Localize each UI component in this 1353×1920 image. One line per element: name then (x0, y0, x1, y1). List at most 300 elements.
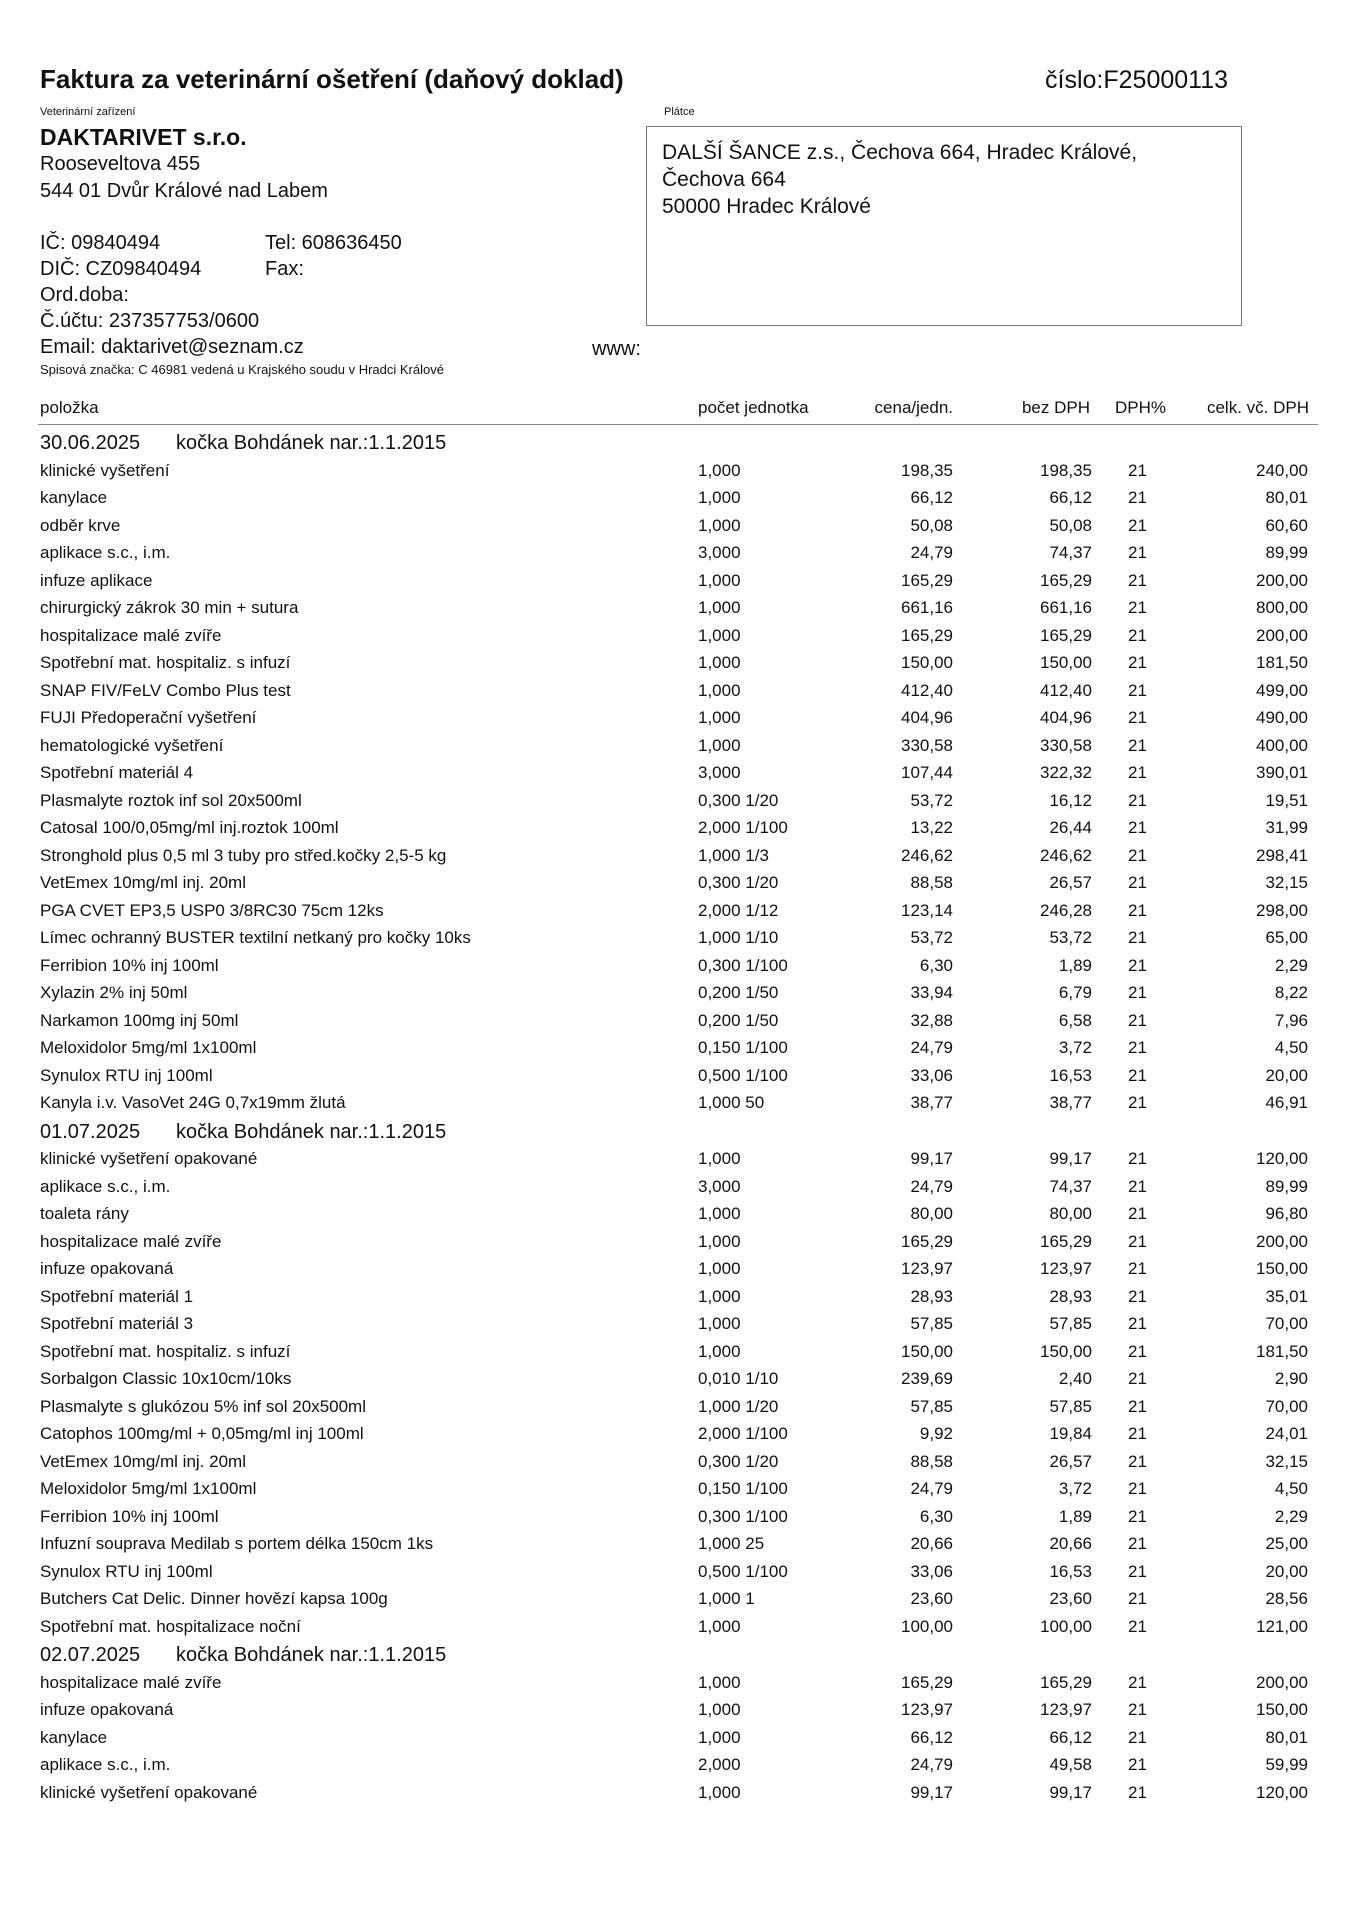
visit-date: 30.06.2025 (40, 432, 141, 454)
item-net: 53,72 (1049, 928, 1092, 947)
item-name: Narkamon 100mg inj 50ml (40, 1010, 239, 1030)
item-qty: 3,000 (698, 543, 741, 562)
item-qty: 2,000 1/100 (698, 818, 788, 837)
item-gross: 181,50 (1256, 1341, 1308, 1361)
item-price: 53,72 (910, 790, 953, 810)
item-qty: 0,200 1/50 (698, 983, 779, 1002)
item-vat: 21 (1128, 735, 1147, 755)
item-name: Infuzní souprava Medilab s portem délka 150cm 1ks (40, 1534, 434, 1553)
visit-date: 02.07.2025 (40, 1644, 141, 1666)
supplier-city: 544 01 Dvůr Králové nad Labem (40, 180, 328, 202)
table-row (0, 736, 1353, 763)
table-row (0, 1783, 1353, 1810)
item-gross: 2,29 (1274, 955, 1308, 975)
table-row (0, 1232, 1353, 1259)
item-qty: 1,000 (698, 1314, 741, 1333)
table-row (0, 1534, 1353, 1561)
item-name: Xylazin 2% inj 50ml (40, 983, 188, 1002)
invoice-number-block (1045, 66, 1228, 95)
header-gross: celk. vč. DPH (1206, 398, 1309, 417)
item-qty: 1,000 (698, 625, 741, 645)
item-qty: 1,000 (698, 1204, 741, 1223)
item-price: 6,30 (919, 955, 953, 975)
item-gross: 59,99 (1265, 1755, 1308, 1774)
item-gross: 200,00 (1256, 1672, 1308, 1692)
item-vat: 21 (1128, 1782, 1147, 1802)
item-net: 57,85 (1049, 1314, 1092, 1333)
header-net: bez DPH (1021, 398, 1090, 417)
table-row (0, 956, 1353, 983)
item-gross: 181,50 (1256, 653, 1308, 672)
item-vat: 21 (1128, 1561, 1147, 1581)
item-name: chirurgický zákrok 30 min + sutura (40, 598, 299, 617)
item-price: 80,00 (910, 1204, 953, 1223)
item-net: 661,16 (1040, 598, 1092, 617)
item-price: 165,29 (901, 1672, 953, 1692)
table-row (0, 1177, 1353, 1204)
item-gross: 80,01 (1265, 1727, 1308, 1747)
table-row (0, 1369, 1353, 1396)
item-qty: 1,000 (698, 598, 741, 617)
item-vat: 21 (1128, 1341, 1147, 1361)
supplier-dic: DIČ: CZ09840494 (40, 258, 202, 280)
patient-info: kočka Bohdánek nar.:1.1.2015 (176, 432, 447, 454)
item-vat: 21 (1128, 790, 1147, 810)
item-name: Sorbalgon Classic 10x10cm/10ks (40, 1369, 292, 1388)
item-price: 165,29 (901, 625, 953, 645)
item-name: SNAP FIV/FeLV Combo Plus test (40, 680, 291, 700)
item-price: 150,00 (901, 653, 953, 672)
item-price: 99,17 (910, 1782, 953, 1802)
item-qty: 1,000 1/3 (698, 845, 769, 865)
item-net: 57,85 (1049, 1396, 1092, 1416)
item-name: Butchers Cat Delic. Dinner hovězí kapsa 100g (40, 1589, 388, 1608)
table-row (0, 1038, 1353, 1065)
item-qty: 0,300 1/20 (698, 873, 779, 892)
table-row (0, 598, 1353, 625)
item-net: 330,58 (1040, 735, 1092, 755)
item-gross: 35,01 (1265, 1286, 1308, 1306)
item-net: 66,12 (1049, 488, 1092, 507)
supplier-street: Rooseveltova 455 (40, 153, 201, 175)
item-gross: 65,00 (1265, 928, 1308, 947)
item-price: 33,06 (910, 1065, 953, 1085)
item-name: Catophos 100mg/ml + 0,05mg/ml inj 100ml (40, 1424, 364, 1443)
item-vat: 21 (1128, 1149, 1147, 1168)
date-row (0, 432, 1353, 459)
item-price: 66,12 (910, 488, 953, 507)
item-net: 99,17 (1049, 1149, 1092, 1168)
item-qty: 1,000 (698, 488, 741, 507)
table-row (0, 1259, 1353, 1286)
item-vat: 21 (1128, 1176, 1147, 1196)
item-name: Ferribion 10% inj 100ml (40, 1506, 219, 1526)
item-qty: 1,000 (698, 570, 741, 590)
table-row (0, 653, 1353, 680)
item-name: Meloxidolor 5mg/ml 1x100ml (40, 1038, 257, 1057)
item-qty: 1,000 (698, 1149, 741, 1168)
item-gross: 20,00 (1265, 1065, 1308, 1085)
item-vat: 21 (1128, 1755, 1147, 1774)
item-vat: 21 (1128, 488, 1147, 507)
item-net: 412,40 (1040, 680, 1092, 700)
item-vat: 21 (1128, 763, 1147, 782)
item-net: 198,35 (1040, 460, 1092, 480)
item-name: hospitalizace malé zvíře (40, 1231, 222, 1251)
payer-line-3: 50000 Hradec Králové (662, 195, 871, 218)
payer-address (662, 139, 1137, 220)
supplier-label: Veterinární zařízení (40, 106, 136, 118)
item-qty: 2,000 (698, 1755, 741, 1774)
item-price: 20,66 (910, 1534, 953, 1553)
item-price: 150,00 (901, 1341, 953, 1361)
item-price: 24,79 (910, 1479, 953, 1498)
table-row (0, 1397, 1353, 1424)
item-gross: 120,00 (1256, 1149, 1308, 1168)
item-vat: 21 (1128, 1534, 1147, 1553)
item-net: 28,93 (1049, 1286, 1092, 1306)
item-gross: 4,50 (1274, 1038, 1308, 1057)
table-row (0, 1149, 1353, 1176)
item-gross: 200,00 (1256, 570, 1308, 590)
table-row (0, 1728, 1353, 1755)
table-row (0, 1342, 1353, 1369)
item-vat: 21 (1128, 845, 1147, 865)
item-vat: 21 (1128, 983, 1147, 1002)
item-gross: 240,00 (1256, 460, 1308, 480)
table-row (0, 1700, 1353, 1727)
header-item: položka (40, 398, 99, 417)
item-qty: 1,000 25 (698, 1534, 765, 1553)
item-price: 100,00 (901, 1616, 953, 1636)
item-qty: 1,000 (698, 680, 741, 700)
item-vat: 21 (1128, 955, 1147, 975)
item-price: 123,97 (901, 1700, 953, 1719)
table-row (0, 1314, 1353, 1341)
item-price: 107,44 (901, 763, 953, 782)
item-vat: 21 (1128, 818, 1147, 837)
item-price: 88,58 (910, 873, 953, 892)
item-vat: 21 (1128, 1451, 1147, 1471)
item-net: 165,29 (1040, 1672, 1092, 1692)
item-price: 24,79 (910, 1176, 953, 1196)
item-gross: 150,00 (1256, 1700, 1308, 1719)
item-qty: 1,000 (698, 1616, 741, 1636)
supplier-www: www: (592, 338, 641, 360)
item-price: 123,14 (901, 900, 953, 920)
item-gross: 89,99 (1265, 543, 1308, 562)
table-row (0, 1562, 1353, 1589)
item-vat: 21 (1128, 1231, 1147, 1251)
item-net: 16,53 (1049, 1065, 1092, 1085)
item-gross: 298,41 (1256, 845, 1308, 865)
item-name: Catosal 100/0,05mg/ml inj.roztok 100ml (40, 818, 339, 837)
item-vat: 21 (1128, 1424, 1147, 1443)
item-name: VetEmex 10mg/ml inj. 20ml (40, 1451, 246, 1471)
item-gross: 8,22 (1274, 983, 1308, 1002)
item-price: 50,08 (910, 515, 953, 535)
item-price: 32,88 (910, 1010, 953, 1030)
item-name: Spotřební mat. hospitaliz. s infuzí (40, 653, 291, 672)
item-net: 26,57 (1049, 873, 1092, 892)
table-row (0, 901, 1353, 928)
item-qty: 0,150 1/100 (698, 1479, 788, 1498)
item-net: 74,37 (1049, 543, 1092, 562)
item-net: 16,12 (1049, 790, 1092, 810)
item-vat: 21 (1128, 653, 1147, 672)
item-name: Synulox RTU inj 100ml (40, 1561, 213, 1581)
item-vat: 21 (1128, 708, 1147, 727)
item-net: 26,57 (1049, 1451, 1092, 1471)
item-gross: 28,56 (1265, 1589, 1308, 1608)
item-gross: 96,80 (1265, 1204, 1308, 1223)
item-price: 198,35 (901, 460, 953, 480)
item-price: 661,16 (901, 598, 953, 617)
item-qty: 1,000 (698, 1672, 741, 1692)
item-qty: 0,300 1/100 (698, 1506, 788, 1526)
item-name: Spotřební mat. hospitalizace noční (40, 1616, 301, 1636)
item-qty: 0,010 1/10 (698, 1369, 779, 1388)
item-gross: 150,00 (1256, 1259, 1308, 1278)
item-gross: 70,00 (1265, 1314, 1308, 1333)
item-qty: 1,000 (698, 653, 741, 672)
table-row (0, 488, 1353, 515)
item-vat: 21 (1128, 1396, 1147, 1416)
item-qty: 0,500 1/100 (698, 1561, 788, 1581)
item-gross: 499,00 (1256, 680, 1308, 700)
item-net: 1,89 (1058, 1506, 1092, 1526)
item-gross: 25,00 (1265, 1534, 1308, 1553)
item-gross: 490,00 (1256, 708, 1308, 727)
supplier-address (40, 151, 328, 205)
item-gross: 4,50 (1274, 1479, 1308, 1498)
payer-label: Plátce (664, 106, 695, 118)
item-vat: 21 (1128, 543, 1147, 562)
date-row (0, 1644, 1353, 1671)
item-qty: 1,000 1 (698, 1589, 755, 1608)
item-name: VetEmex 10mg/ml inj. 20ml (40, 873, 246, 892)
item-name: toaleta rány (40, 1204, 129, 1223)
item-price: 66,12 (910, 1727, 953, 1747)
item-price: 88,58 (910, 1451, 953, 1471)
item-name: Límec ochranný BUSTER textilní netkaný pro kočky 10ks (40, 928, 471, 947)
item-name: Spotřební materiál 3 (40, 1314, 194, 1333)
table-row (0, 708, 1353, 735)
item-vat: 21 (1128, 625, 1147, 645)
table-row (0, 1479, 1353, 1506)
item-net: 99,17 (1049, 1782, 1092, 1802)
supplier-email: Email: daktarivet@seznam.cz (40, 336, 304, 358)
item-price: 246,62 (901, 845, 953, 865)
item-name: kanylace (40, 488, 108, 507)
item-vat: 21 (1128, 570, 1147, 590)
table-row (0, 1755, 1353, 1782)
invoice-number: F25000113 (1103, 66, 1229, 94)
item-vat: 21 (1128, 1727, 1147, 1747)
item-net: 6,79 (1058, 983, 1092, 1002)
item-gross: 80,01 (1265, 488, 1308, 507)
item-qty: 1,000 (698, 708, 741, 727)
payer-line-2: Čechova 664 (662, 168, 786, 191)
item-net: 322,32 (1040, 763, 1092, 782)
item-net: 16,53 (1049, 1561, 1092, 1581)
item-vat: 21 (1128, 1093, 1147, 1112)
table-row (0, 681, 1353, 708)
item-gross: 46,91 (1265, 1093, 1308, 1112)
item-qty: 0,500 1/100 (698, 1065, 788, 1085)
patient-info: kočka Bohdánek nar.:1.1.2015 (176, 1120, 447, 1143)
supplier-contacts (265, 230, 402, 282)
item-gross: 32,15 (1265, 873, 1308, 892)
item-vat: 21 (1128, 1506, 1147, 1526)
item-net: 66,12 (1049, 1727, 1092, 1747)
item-price: 23,60 (910, 1589, 953, 1608)
item-qty: 1,000 (698, 1700, 741, 1719)
item-net: 3,72 (1058, 1038, 1092, 1057)
table-row (0, 846, 1353, 873)
item-vat: 21 (1128, 1065, 1147, 1085)
item-qty: 0,300 1/20 (698, 790, 779, 810)
item-gross: 2,90 (1274, 1369, 1308, 1388)
date-row (0, 1121, 1353, 1148)
item-gross: 19,51 (1265, 790, 1308, 810)
item-gross: 60,60 (1265, 515, 1308, 535)
item-name: Plasmalyte roztok inf sol 20x500ml (40, 790, 302, 810)
item-vat: 21 (1128, 1286, 1147, 1306)
item-net: 3,72 (1058, 1479, 1092, 1498)
item-name: Kanyla i.v. VasoVet 24G 0,7x19mm žlutá (40, 1093, 346, 1112)
item-qty: 3,000 (698, 1176, 741, 1196)
item-price: 165,29 (901, 570, 953, 590)
table-row (0, 1507, 1353, 1534)
item-gross: 31,99 (1265, 818, 1308, 837)
item-qty: 0,150 1/100 (698, 1038, 788, 1057)
item-name: infuze opakovaná (40, 1259, 174, 1278)
table-row (0, 791, 1353, 818)
item-gross: 200,00 (1256, 1231, 1308, 1251)
item-net: 26,44 (1049, 818, 1092, 837)
item-name: klinické vyšetření opakované (40, 1782, 258, 1802)
item-qty: 1,000 (698, 515, 741, 535)
item-price: 24,79 (910, 1755, 953, 1774)
item-qty: 2,000 1/12 (698, 900, 779, 920)
item-price: 99,17 (910, 1149, 953, 1168)
item-gross: 121,00 (1256, 1616, 1308, 1636)
item-name: klinické vyšetření opakované (40, 1149, 258, 1168)
table-row (0, 1287, 1353, 1314)
item-price: 24,79 (910, 543, 953, 562)
item-vat: 21 (1128, 460, 1147, 480)
item-vat: 21 (1128, 928, 1147, 947)
table-row (0, 763, 1353, 790)
table-row (0, 818, 1353, 845)
item-qty: 1,000 (698, 1782, 741, 1802)
invoice-title: Faktura za veterinární ošetření (daňový doklad) (40, 64, 624, 94)
item-net: 100,00 (1040, 1616, 1092, 1636)
item-name: Spotřební materiál 4 (40, 763, 194, 782)
item-net: 50,08 (1049, 515, 1092, 535)
supplier-ic: IČ: 09840494 (40, 232, 161, 254)
item-vat: 21 (1128, 680, 1147, 700)
table-row (0, 626, 1353, 653)
table-row (0, 1452, 1353, 1479)
item-qty: 1,000 (698, 1259, 741, 1278)
table-row (0, 983, 1353, 1010)
item-net: 80,00 (1049, 1204, 1092, 1223)
item-net: 19,84 (1049, 1424, 1092, 1443)
item-name: aplikace s.c., i.m. (40, 1176, 171, 1196)
item-gross: 20,00 (1265, 1561, 1308, 1581)
item-vat: 21 (1128, 1700, 1147, 1719)
item-gross: 7,96 (1274, 1010, 1308, 1030)
item-name: PGA CVET EP3,5 USP0 3/8RC30 75cm 12ks (40, 900, 384, 920)
item-net: 404,96 (1040, 708, 1092, 727)
table-row (0, 543, 1353, 570)
item-net: 1,89 (1058, 955, 1092, 975)
item-net: 150,00 (1040, 1341, 1092, 1361)
item-gross: 24,01 (1265, 1424, 1308, 1443)
item-net: 165,29 (1040, 625, 1092, 645)
item-name: kanylace (40, 1727, 108, 1747)
item-net: 150,00 (1040, 653, 1092, 672)
item-qty: 1,000 1/10 (698, 928, 779, 947)
item-price: 13,22 (910, 818, 953, 837)
item-name: Stronghold plus 0,5 ml 3 tuby pro střed.kočky 2,5-5 kg (40, 845, 447, 865)
item-price: 239,69 (901, 1369, 953, 1388)
supplier-tel: Tel: 608636450 (265, 232, 402, 254)
header-divider (38, 424, 1318, 425)
item-net: 246,62 (1040, 845, 1092, 865)
item-price: 33,94 (910, 983, 953, 1002)
table-row (0, 1589, 1353, 1616)
item-qty: 1,000 (698, 1286, 741, 1306)
item-price: 6,30 (919, 1506, 953, 1526)
item-name: klinické vyšetření (40, 460, 170, 480)
item-price: 57,85 (910, 1314, 953, 1333)
table-row (0, 928, 1353, 955)
item-net: 165,29 (1040, 1231, 1092, 1251)
item-price: 165,29 (901, 1231, 953, 1251)
item-vat: 21 (1128, 1672, 1147, 1692)
table-row (0, 1011, 1353, 1038)
table-row (0, 1066, 1353, 1093)
table-header (0, 398, 1353, 424)
item-gross: 32,15 (1265, 1451, 1308, 1471)
item-price: 38,77 (910, 1093, 953, 1112)
table-row (0, 1617, 1353, 1644)
item-name: Synulox RTU inj 100ml (40, 1065, 213, 1085)
table-row (0, 571, 1353, 598)
item-vat: 21 (1128, 515, 1147, 535)
item-vat: 21 (1128, 1589, 1147, 1608)
item-name: hospitalizace malé zvíře (40, 625, 222, 645)
item-name: hospitalizace malé zvíře (40, 1672, 222, 1692)
item-vat: 21 (1128, 1204, 1147, 1223)
item-price: 412,40 (901, 680, 953, 700)
payer-line-1: DALŠÍ ŠANCE z.s., Čechova 664, Hradec Králové, (662, 141, 1138, 164)
item-net: 20,66 (1049, 1534, 1092, 1553)
table-row (0, 873, 1353, 900)
item-price: 24,79 (910, 1038, 953, 1057)
item-qty: 1,000 (698, 735, 741, 755)
item-qty: 1,000 1/20 (698, 1396, 779, 1416)
table-row (0, 1204, 1353, 1231)
supplier-name: DAKTARIVET s.r.o. (40, 124, 247, 150)
item-net: 246,28 (1040, 900, 1092, 920)
table-row (0, 1673, 1353, 1700)
header-qty: počet jednotka (698, 398, 809, 417)
item-price: 53,72 (910, 928, 953, 947)
